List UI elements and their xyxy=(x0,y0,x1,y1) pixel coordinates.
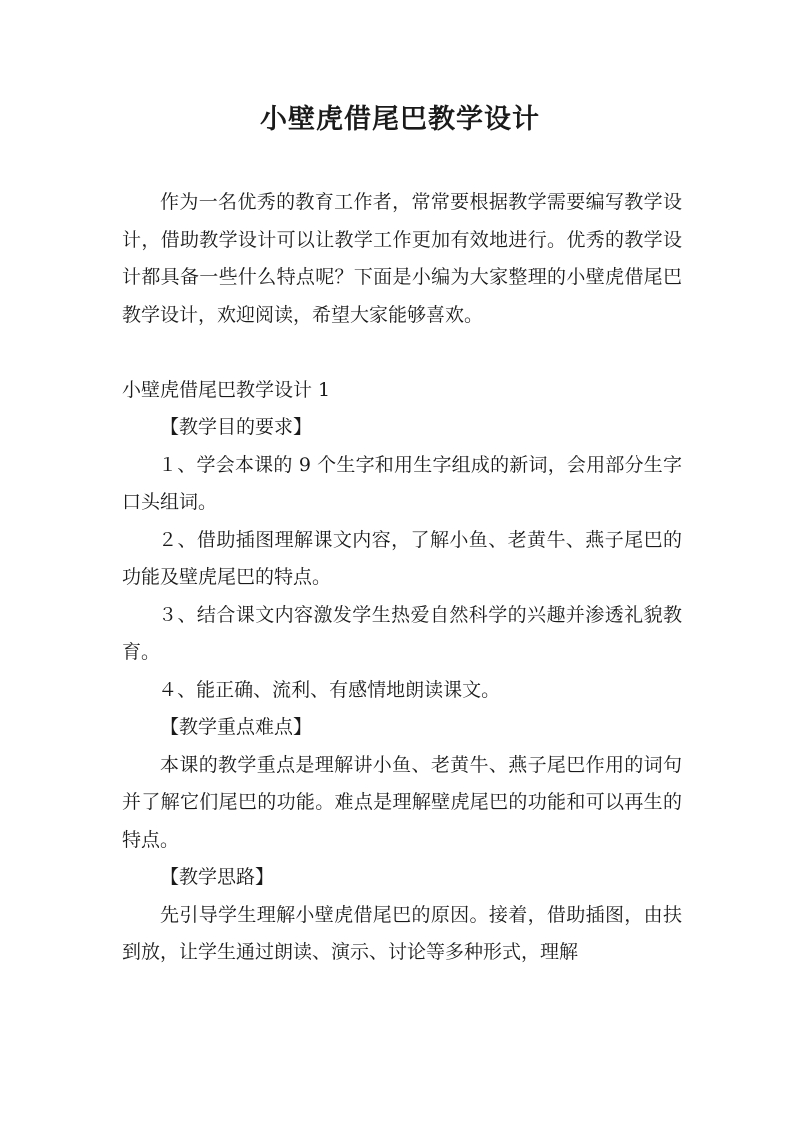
paragraph-gap xyxy=(122,334,682,372)
intro-paragraph: 作为一名优秀的教育工作者，常常要根据教学需要编写教学设计，借助教学设计可以让教学工作更加有效地进行。优秀的教学设计都具备一些什么特点呢？下面是小编为大家整理的小壁虎借尾巴教学设计，欢迎阅读，希望大家能够喜欢。 xyxy=(122,191,682,326)
heading-key-points: 【教学重点难点】 xyxy=(160,716,313,738)
goal-item-3: ３、结合课文内容激发学生热爱自然科学的兴趣并渗透礼貌教育。 xyxy=(122,603,682,663)
goal-item-4: ４、能正确、流利、有感情地朗读课文。 xyxy=(158,678,501,701)
goal-item-1: １、学会本课的 9 个生字和用生字组成的新词，会用部分生字口头组词。 xyxy=(122,453,682,513)
goal-item-2: ２、借助插图理解课文内容，了解小鱼、老黄牛、燕子尾巴的功能及壁虎尾巴的特点。 xyxy=(122,528,682,588)
key-points-paragraph: 本课的教学重点是理解讲小鱼、老黄牛、燕子尾巴作用的词句并了解它们尾巴的功能。难点是理解壁虎尾巴的功能和可以再生的特点。 xyxy=(122,753,682,851)
document-body xyxy=(122,184,682,972)
section-title: 小壁虎借尾巴教学设计 1 xyxy=(122,378,331,401)
heading-teaching-goals: 【教学目的要求】 xyxy=(160,416,313,438)
document-title: 小壁虎借尾巴教学设计 xyxy=(260,104,540,135)
approach-paragraph: 先引导学生理解小壁虎借尾巴的原因。接着，借助插图，由扶到放，让学生通过朗读、演示、讨论等多种形式，理解 xyxy=(122,903,682,963)
heading-teaching-approach: 【教学思路】 xyxy=(160,866,275,888)
